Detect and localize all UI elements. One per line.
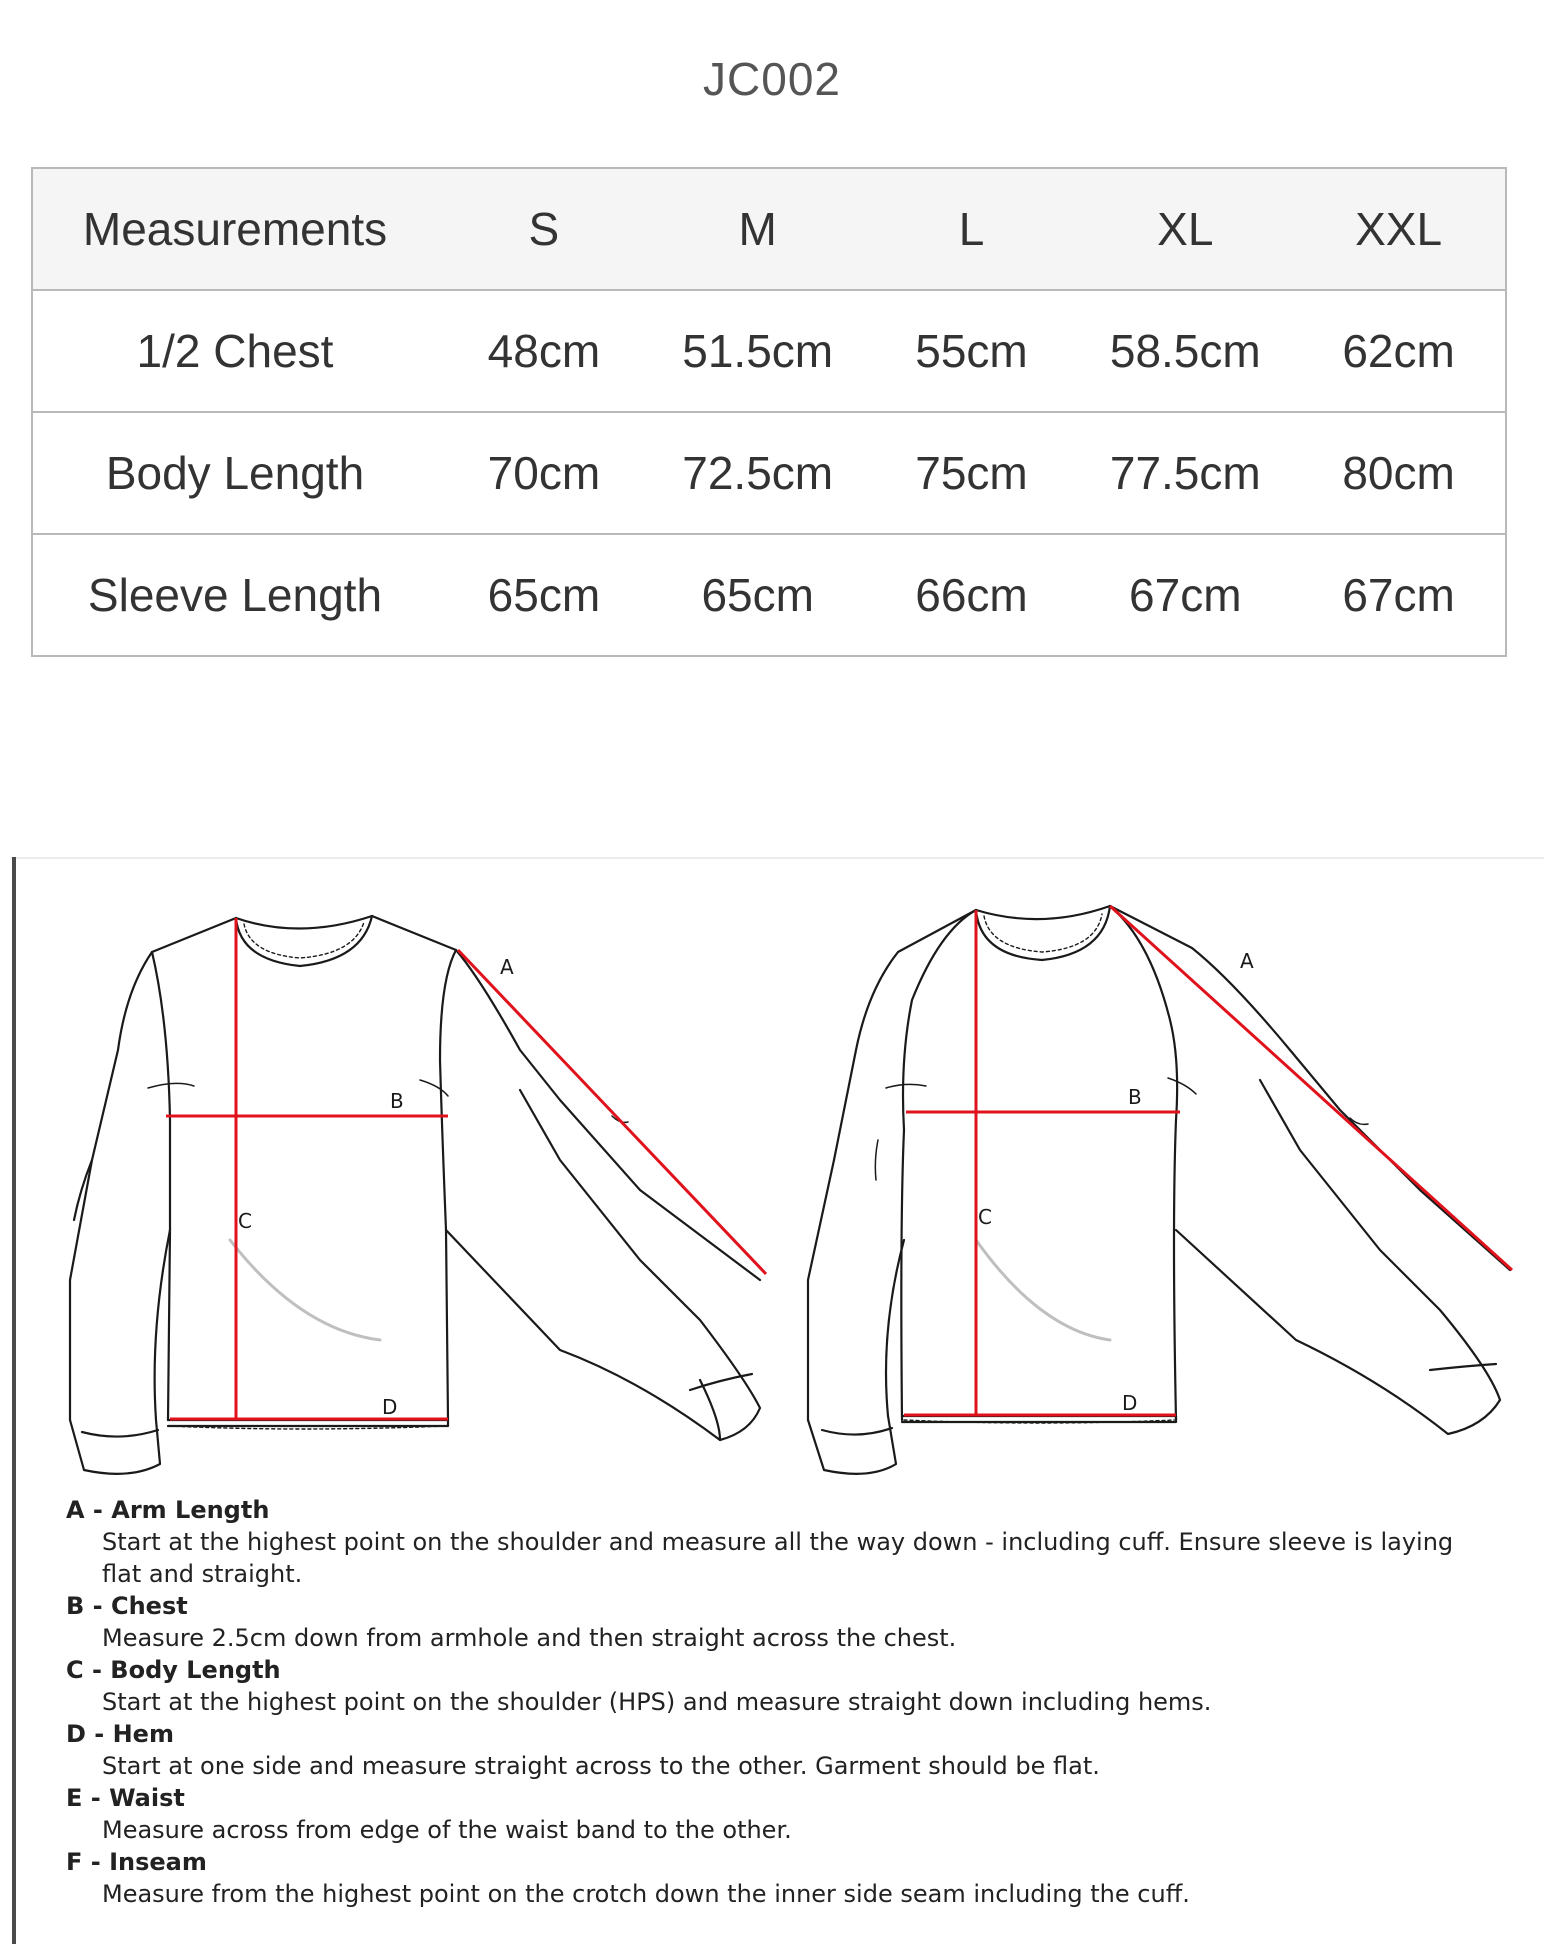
row-label: 1/2 Chest xyxy=(32,290,437,412)
definition-term-hem: D - Hem xyxy=(66,1720,174,1748)
table-cell: 55cm xyxy=(865,290,1079,412)
table-cell: 70cm xyxy=(437,412,651,534)
header-size-m: M xyxy=(651,168,865,290)
definition-desc-chest: Measure 2.5cm down from armhole and then straight across the chest. xyxy=(102,1624,957,1652)
table-cell: 65cm xyxy=(651,534,865,656)
label-c-right: C xyxy=(978,1205,992,1229)
table-cell: 75cm xyxy=(865,412,1079,534)
table-row xyxy=(32,412,1506,534)
row-label: Sleeve Length xyxy=(32,534,437,656)
table-cell: 80cm xyxy=(1292,412,1506,534)
table-header-row xyxy=(32,168,1506,290)
product-code-title: JC002 xyxy=(703,53,841,105)
table-cell: 51.5cm xyxy=(651,290,865,412)
definition-term-waist: E - Waist xyxy=(66,1784,185,1812)
label-a-right: A xyxy=(1240,949,1254,973)
table-cell: 66cm xyxy=(865,534,1079,656)
label-d-left: D xyxy=(382,1395,398,1419)
definition-desc-arm-length: Start at the highest point on the shoulder and measure all the way down - including cuff. Ensure sleeve is laying flat and straight. xyxy=(102,1528,1454,1588)
definition-desc-waist: Measure across from edge of the waist band to the other. xyxy=(102,1816,792,1844)
table-cell: 77.5cm xyxy=(1078,412,1292,534)
label-b-right: B xyxy=(1128,1085,1142,1109)
size-chart-table xyxy=(31,167,1507,657)
definition-desc-inseam: Measure from the highest point on the crotch down the inner side seam including the cuff. xyxy=(102,1880,1190,1908)
definition-term-chest: B - Chest xyxy=(66,1592,188,1620)
set-in-sleeve-shirt-outline xyxy=(70,916,760,1474)
label-a-left: A xyxy=(500,955,514,979)
table-cell: 65cm xyxy=(437,534,651,656)
arm-length-line-right xyxy=(1110,906,1512,1270)
measurement-diagram xyxy=(0,860,1544,1490)
header-size-s: S xyxy=(437,168,651,290)
definition-term-inseam: F - Inseam xyxy=(66,1848,207,1876)
table-cell: 48cm xyxy=(437,290,651,412)
measurement-definitions xyxy=(66,1494,1496,1910)
table-cell: 67cm xyxy=(1292,534,1506,656)
label-c-left: C xyxy=(238,1209,252,1233)
definition-desc-body-length: Start at the highest point on the shoulder (HPS) and measure straight down including hems. xyxy=(102,1688,1212,1716)
header-measurements: Measurements xyxy=(32,168,437,290)
header-size-l: L xyxy=(865,168,1079,290)
table-cell: 58.5cm xyxy=(1078,290,1292,412)
table-cell: 72.5cm xyxy=(651,412,865,534)
raglan-sleeve-shirt-outline xyxy=(808,906,1510,1474)
definition-desc-hem: Start at one side and measure straight across to the other. Garment should be flat. xyxy=(102,1752,1100,1780)
table-row xyxy=(32,290,1506,412)
section-divider xyxy=(10,857,1544,859)
definition-term-body-length: C - Body Length xyxy=(66,1656,281,1684)
definition-term-arm-length: A - Arm Length xyxy=(66,1496,270,1524)
table-cell: 62cm xyxy=(1292,290,1506,412)
table-cell: 67cm xyxy=(1078,534,1292,656)
label-d-right: D xyxy=(1122,1391,1138,1415)
header-size-xxl: XXL xyxy=(1292,168,1506,290)
table-row xyxy=(32,534,1506,656)
header-size-xl: XL xyxy=(1078,168,1292,290)
label-b-left: B xyxy=(390,1089,404,1113)
row-label: Body Length xyxy=(32,412,437,534)
